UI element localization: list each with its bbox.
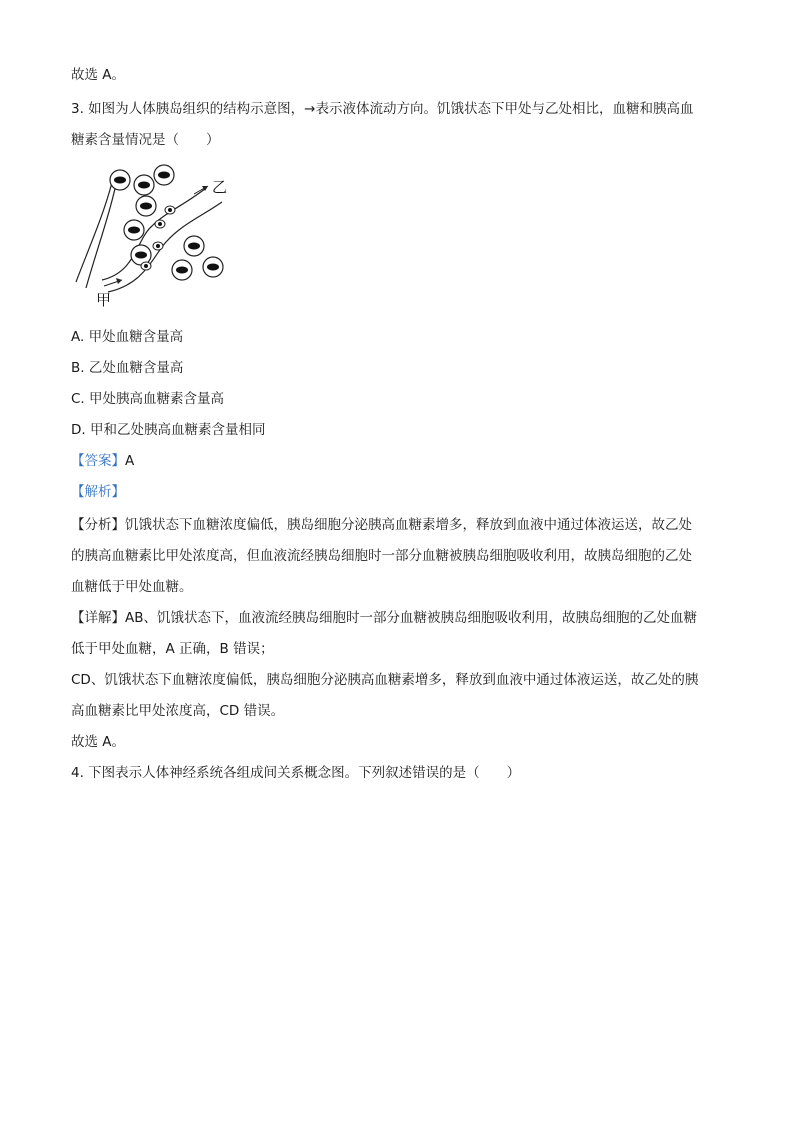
blood-cell-dot — [144, 264, 148, 268]
option-d: D. 甲和乙处胰高血糖素含量相同 — [71, 422, 266, 438]
xiangjie-line-2: 低于甲处血糖，A 正确，B 错误； — [71, 641, 274, 657]
label-yi: 乙 — [212, 178, 228, 196]
question-3-line-2: 糖素含量情况是（ ） — [71, 132, 220, 148]
vessel-wall — [86, 174, 118, 288]
text-line: 故选 A。 — [71, 734, 126, 750]
xiangjie-text: AB、饥饿状态下，血液流经胰岛细胞时一部分血糖被胰岛细胞吸收利用，故胰岛细胞的乙处血糖 — [125, 610, 697, 626]
cell-nucleus — [138, 182, 150, 189]
cell-nucleus — [135, 252, 147, 259]
blood-cell-dot — [168, 208, 172, 212]
cell-nucleus — [140, 203, 152, 210]
vessel-wall — [76, 174, 114, 282]
cell-nucleus — [128, 227, 140, 234]
analysis-tag: 【解析】 — [71, 484, 125, 500]
text-line: 故选 A。 — [71, 67, 126, 83]
fenxi-line-3: 血糖低于甲处血糖。 — [71, 579, 193, 595]
xiangjie-line-3: CD、饥饿状态下血糖浓度偏低，胰岛细胞分泌胰高血糖素增多，释放到血液中通过体液运送，故乙处的胰 — [71, 672, 699, 688]
xiangjie-line-4: 高血糖素比甲处浓度高，CD 错误。 — [71, 703, 285, 719]
blood-cell-dot — [156, 244, 160, 248]
xiangjie-line-1 — [71, 609, 697, 627]
cell-nucleus — [188, 243, 200, 250]
option-c: C. 甲处胰高血糖素含量高 — [71, 391, 225, 407]
label-jia: 甲 — [96, 291, 112, 309]
answer-value: A — [125, 453, 135, 469]
cell-nucleus — [114, 177, 126, 184]
answer-tag: 【答案】 — [71, 453, 125, 469]
cell-nucleus — [176, 267, 188, 274]
cell-nucleus — [158, 172, 170, 179]
islet-diagram — [66, 160, 236, 310]
answer-line — [71, 452, 134, 470]
question-3-line-1: 3. 如图为人体胰岛组织的结构示意图，→表示液体流动方向。饥饿状态下甲处与乙处相比，血糖和胰高血 — [71, 101, 694, 117]
cell-nucleus — [207, 264, 219, 271]
question-4: 4. 下图表示人体神经系统各组成间关系概念图。下列叙述错误的是（ ） — [71, 765, 521, 781]
xiangjie-tag: 【详解】 — [71, 610, 125, 626]
arrow-head — [116, 278, 122, 284]
fenxi-tag: 【分析】 — [71, 517, 125, 533]
option-a: A. 甲处血糖含量高 — [71, 329, 184, 345]
fenxi-line-2: 的胰高血糖素比甲处浓度高，但血液流经胰岛细胞时一部分血糖被胰岛细胞吸收利用，故胰岛细胞的乙处 — [71, 548, 692, 564]
blood-cell-dot — [158, 222, 162, 226]
option-b: B. 乙处血糖含量高 — [71, 360, 184, 376]
fenxi-line-1 — [71, 516, 692, 534]
fenxi-text: 饥饿状态下血糖浓度偏低，胰岛细胞分泌胰高血糖素增多，释放到血液中通过体液运送，故乙处 — [125, 517, 692, 533]
